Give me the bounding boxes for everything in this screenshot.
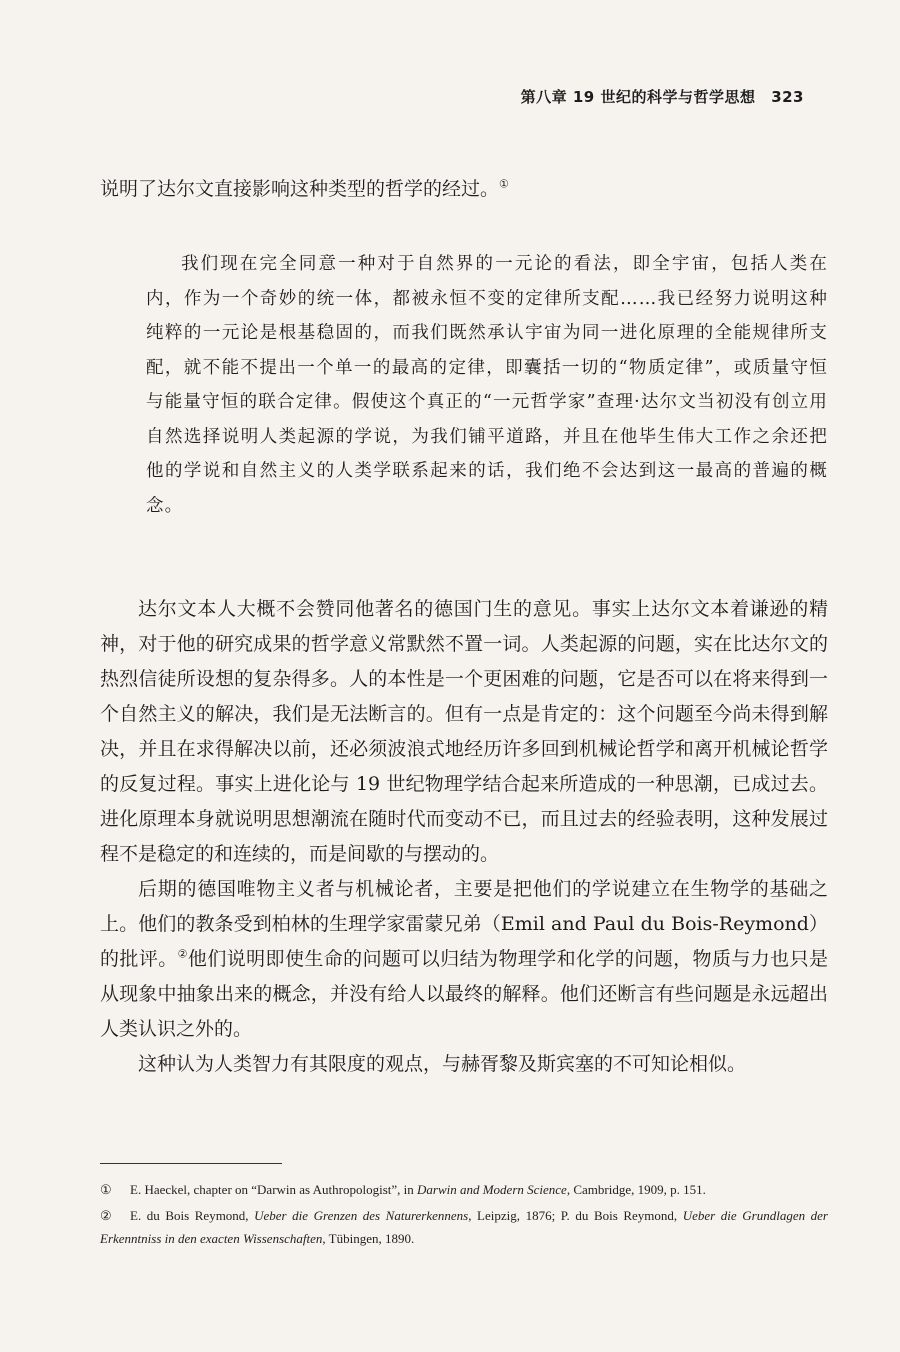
lead-text: 说明了达尔文直接影响这种类型的哲学的经过。 — [100, 178, 500, 200]
paragraph-3: 这种认为人类智力有其限度的观点，与赫胥黎及斯宾塞的不可知论相似。 — [138, 1053, 747, 1075]
page-number: 323 — [771, 88, 804, 106]
chapter-title: 19 世纪的科学与哲学思想 — [572, 88, 756, 106]
footnote-2-text-c: , Tübingen, 1890. — [322, 1231, 415, 1246]
footnote-1-number: ① — [100, 1182, 112, 1197]
footnote-2-text-a: E. du Bois Reymond, — [130, 1208, 255, 1223]
footnotes — [100, 1178, 828, 1253]
footnote-2 — [100, 1204, 828, 1250]
footnote-1 — [100, 1178, 828, 1201]
footnote-1-text-b: , Cambridge, 1909, p. 151. — [566, 1182, 706, 1197]
running-header — [521, 86, 804, 107]
footnote-2-work-1: Ueber die Grenzen des Naturerkennens — [254, 1208, 469, 1223]
footnote-2-work-2: Ueber die Grundlagen der Erkenntniss in den exacten Wissenschaften — [100, 1208, 828, 1246]
paragraph-2 — [100, 872, 828, 1047]
chapter-label: 第八章 — [520, 88, 568, 106]
footnote-ref-2[interactable]: ② — [177, 947, 188, 961]
lead-paragraph — [100, 172, 828, 207]
block-quotation — [146, 247, 828, 523]
quote-text: 我们现在完全同意一种对于自然界的一元论的看法，即全宇宙，包括人类在内，作为一个奇妙的统一体，都被永恒不变的定律所支配……我已经努力说明这种纯粹的一元论是根基稳固的，而我们既然承认宇宙为同一进化原理的全能规律所支配，就不能不提出一个单一的最高的定律，即囊括一切的“物质定律”，或质量守恒与能量守恒的联合定律。假使这个真正的“一元哲学家”查理·达尔文当初没有创立用自然选择说明人类起源的学说，为我们铺平道路，并且在他毕生伟大工作之余还把他的学说和自然主义的人类学联系起来的话，我们绝不会达到这一最高的普遍的概念。 — [146, 254, 828, 516]
main-text — [100, 592, 828, 1082]
footnote-1-text-a: E. Haeckel, chapter on “Darwin as Authropologist”, in — [130, 1182, 417, 1197]
footnote-divider — [100, 1163, 282, 1164]
paragraph-2-text-a: 后期的德国唯物主义者与机械论者，主要是把他们的学说建立在生物学的基础之上。他们的教条受到柏林的生理学家雷蒙兄弟（Emil and Paul du Bois-Reymond）的批评。 — [100, 878, 828, 970]
paragraph-2-text-b: 他们说明即使生命的问题可以归结为物理学和化学的问题，物质与力也只是从现象中抽象出来的概念，并没有给人以最终的解释。他们还断言有些问题是永远超出人类认识之外的。 — [100, 948, 828, 1040]
footnote-ref-1[interactable]: ① — [499, 177, 509, 191]
footnote-1-work: Darwin and Modern Science — [417, 1182, 567, 1197]
paragraph-1: 达尔文本人大概不会赞同他著名的德国门生的意见。事实上达尔文本着谦逊的精神，对于他的研究成果的哲学意义常默然不置一词。人类起源的问题，实在比达尔文的热烈信徒所设想的复杂得多。人的本性是一个更困难的问题，它是否可以在将来得到一个自然主义的解决，我们是无法断言的。但有一点是肯定的：这个问题至今尚未得到解决，并且在求得解决以前，还必须波浪式地经历许多回到机械论哲学和离开机械论哲学的反复过程。事实上进化论与 19 世纪物理学结合起来所造成的一种思潮，已成过去。进化原理本身就说明思想潮流在随时代而变动不已，而且过去的经验表明，这种发展过程不是稳定的和连续的，而是间歇的与摆动的。 — [100, 598, 828, 865]
footnote-2-text-b: , Leipzig, 1876; P. du Bois Reymond, — [468, 1208, 683, 1223]
footnote-2-number: ② — [100, 1208, 112, 1223]
